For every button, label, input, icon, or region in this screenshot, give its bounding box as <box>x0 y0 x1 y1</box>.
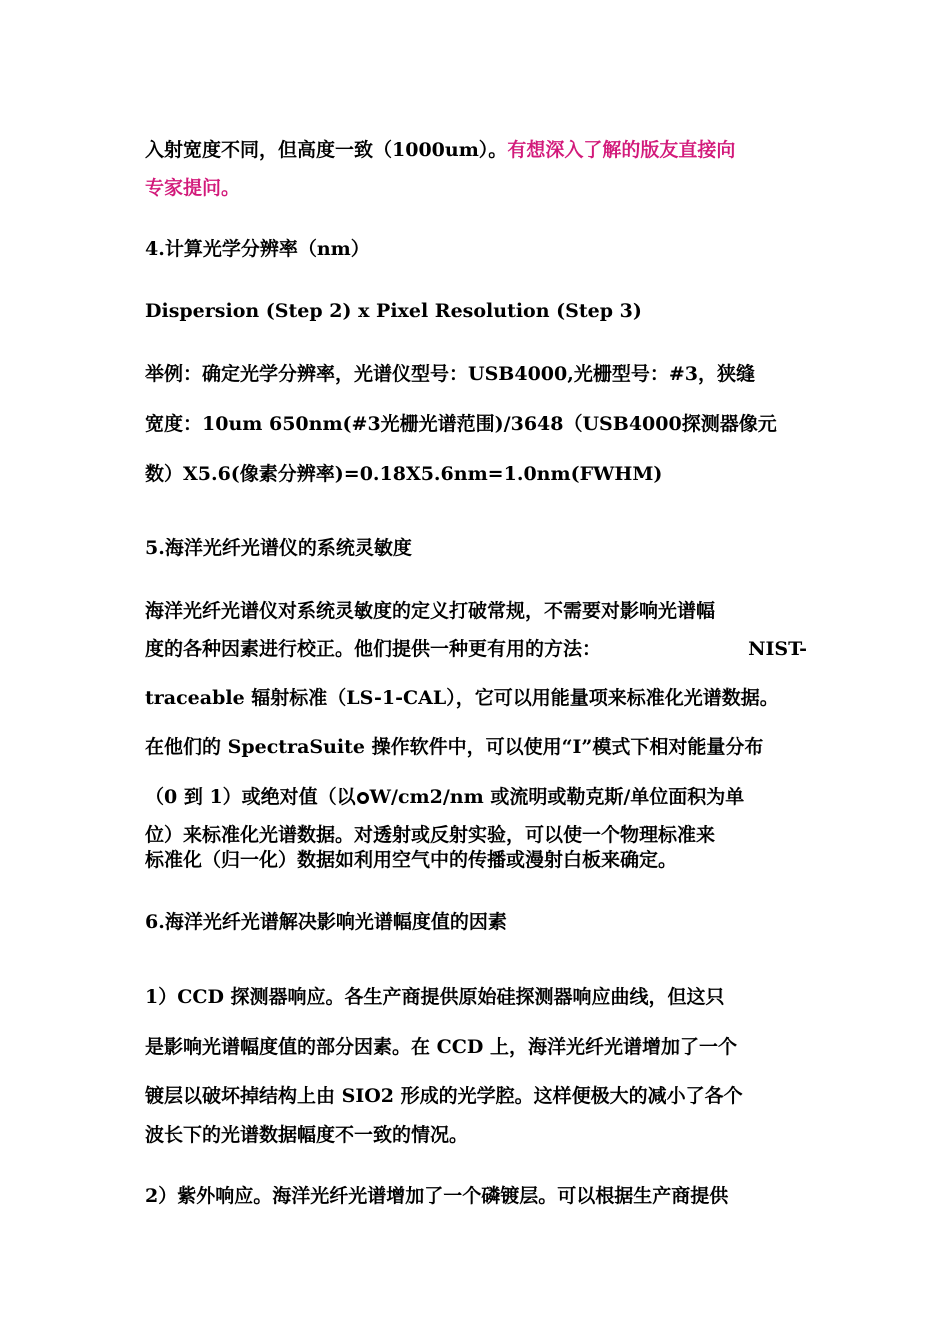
sensitivity-line-6: 位）来标准化光谱数据。对透射或反射实验，可以使一个物理标准来 <box>145 824 716 846</box>
sensitivity-line-1: 海洋光纤光谱仪对系统灵敏度的定义打破常规，不需要对影响光谱幅 <box>145 600 716 622</box>
sensitivity-line-7: 标准化（归一化）数据如利用空气中的传播或漫射白板来确定。 <box>145 849 678 871</box>
intro-line-1 <box>145 138 735 162</box>
example-line-3: 数）X5.6(像素分辨率)=0.18X5.6nm=1.0nm(FWHM) <box>145 463 663 485</box>
intro-text: 入射宽度不同，但高度一致（1000um）。 <box>145 139 508 161</box>
factor-1-line-3: 镀层以破坏掉结构上由 SIO2 形成的光学腔。这样便极大的减小了各个 <box>145 1085 743 1107</box>
expert-question-link-2[interactable]: 专家提问。 <box>145 177 241 199</box>
resolution-formula: Dispersion (Step 2) x Pixel Resolution (Step 3) <box>145 300 642 322</box>
section-6-heading: 6.海洋光纤光谱解决影响光谱幅度值的因素 <box>145 911 507 933</box>
factor-2-line-1: 2）紫外响应。海洋光纤光谱增加了一个磷镀层。可以根据生产商提供 <box>145 1185 729 1207</box>
section-5-heading: 5.海洋光纤光谱仪的系统灵敏度 <box>145 537 412 559</box>
sensitivity-line-3: traceable 辐射标准（LS-1-CAL），它可以用能量项来标准化光谱数据。 <box>145 687 779 709</box>
expert-question-link-1[interactable]: 有想深入了解的版友直接向 <box>507 139 736 161</box>
factor-1-line-4: 波长下的光谱数据幅度不一致的情况。 <box>145 1124 469 1146</box>
example-line-2: 宽度：10um 650nm(#3光栅光谱范围)/3648（USB4000探测器像元 <box>145 413 777 435</box>
sensitivity-line-5-text-b: W/cm2/nm 或流明或勒克斯/单位面积为单 <box>369 786 745 808</box>
example-line-1: 举例：确定光学分辨率，光谱仪型号：USB4000,光栅型号：#3，狭缝 <box>145 363 755 385</box>
factor-1-line-1: 1）CCD 探测器响应。各生产商提供原始硅探测器响应曲线，但这只 <box>145 986 725 1008</box>
sensitivity-line-5-text-a: （0 到 1）或绝对值（以 <box>145 786 356 808</box>
section-4-heading: 4.计算光学分辨率（nm） <box>145 238 370 260</box>
sensitivity-line-5 <box>145 785 744 809</box>
sensitivity-line-4: 在他们的 SpectraSuite 操作软件中，可以使用“I”模式下相对能量分布 <box>145 736 764 758</box>
micro-symbol-icon <box>357 792 369 804</box>
sensitivity-line-2-nist: NIST- <box>748 638 807 660</box>
sensitivity-line-2-text: 度的各种因素进行校正。他们提供一种更有用的方法： <box>145 638 602 660</box>
sensitivity-line-2 <box>145 637 807 661</box>
factor-1-line-2: 是影响光谱幅度值的部分因素。在 CCD 上，海洋光纤光谱增加了一个 <box>145 1036 737 1058</box>
